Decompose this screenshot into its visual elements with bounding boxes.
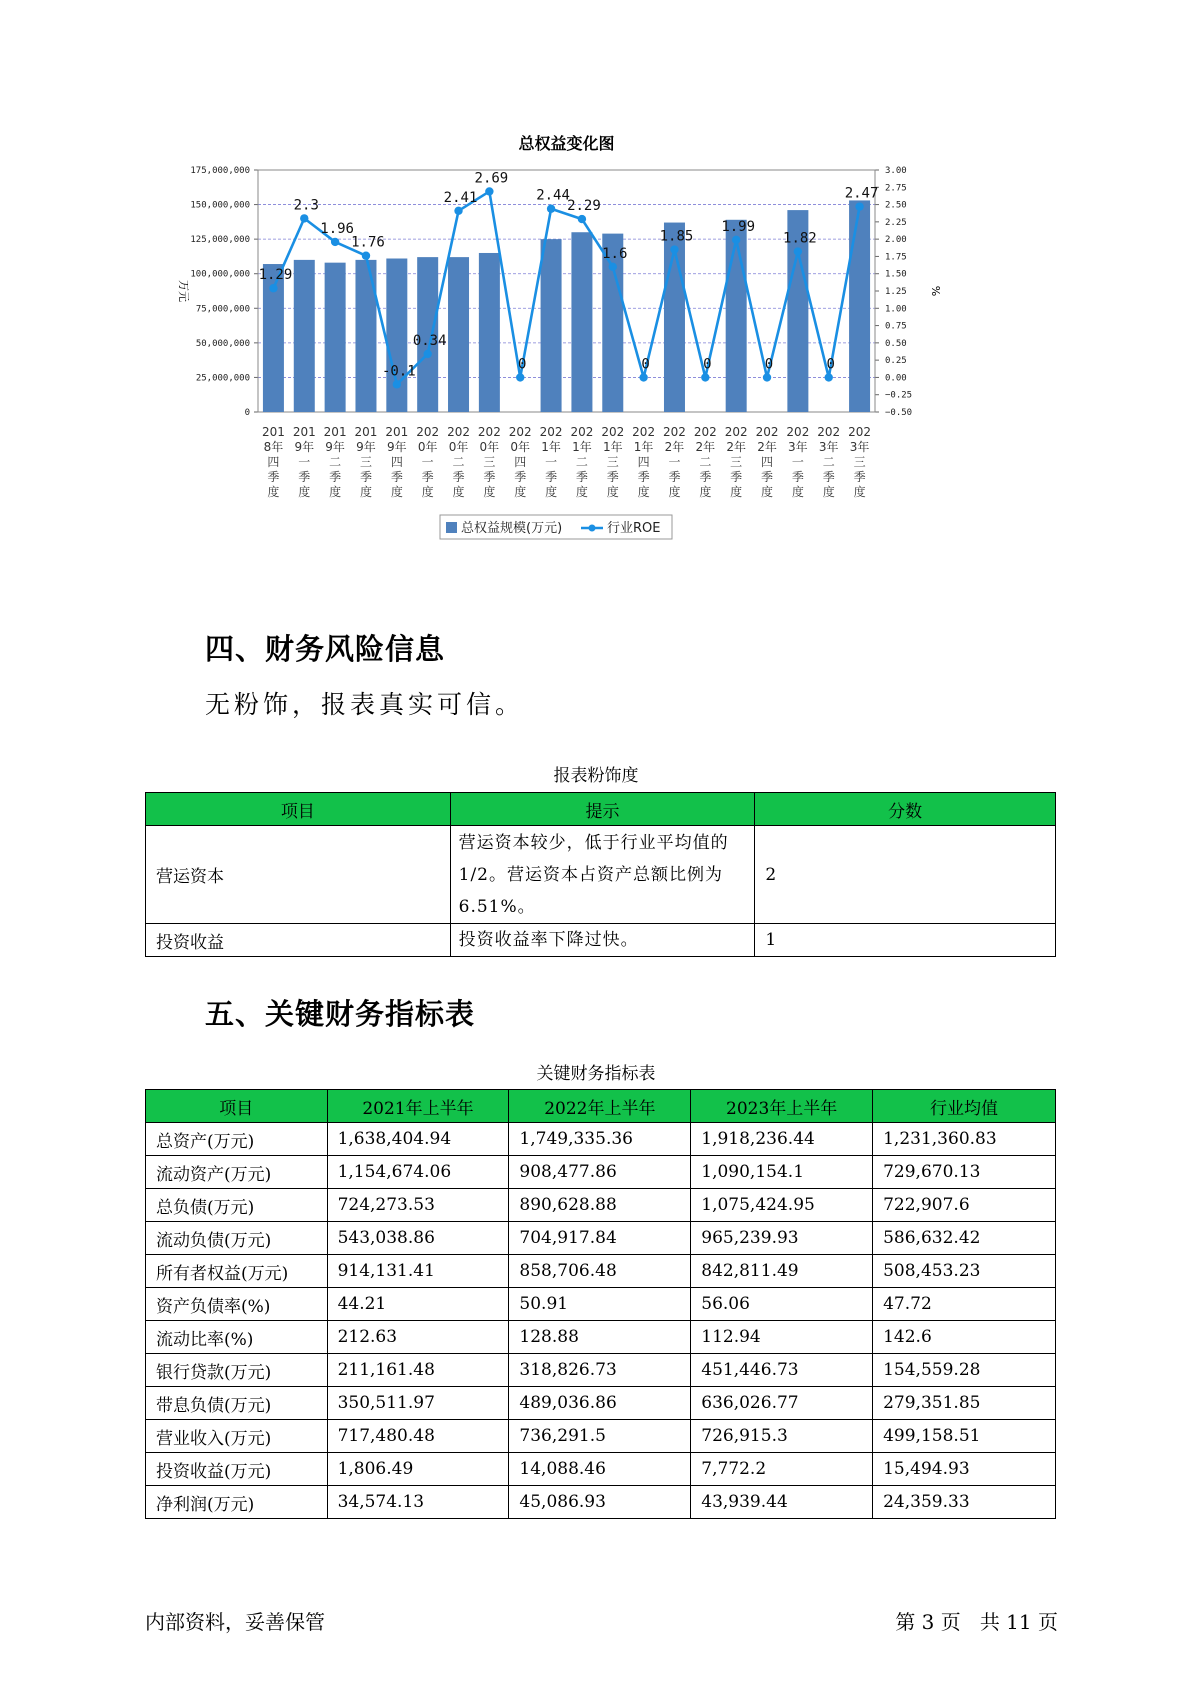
x-tick-label: 202 [755, 425, 779, 439]
table-header-row [146, 793, 1056, 826]
x-tick-label: 201 [323, 425, 347, 439]
table-row [146, 826, 1056, 924]
x-tick-label: 1年 [541, 440, 561, 454]
cell-value: 56.06 [691, 1288, 873, 1321]
roe-point [362, 252, 370, 260]
footer-page-number: 第 3 页 共 11 页 [895, 1610, 1058, 1634]
x-tick-label: 2年 [664, 440, 685, 454]
table-row [146, 1420, 1056, 1453]
cell-value: 586,632.42 [873, 1222, 1056, 1255]
roe-point [609, 263, 617, 271]
header-score: 分数 [755, 793, 1056, 826]
x-tick-label: 季 [668, 470, 681, 484]
table-row [146, 1255, 1056, 1288]
bar [571, 232, 592, 412]
x-tick-label: 四 [761, 455, 774, 469]
x-tick-label: 度 [637, 485, 650, 499]
header-cell: 2022年上半年 [509, 1090, 691, 1123]
table-row [146, 1354, 1056, 1387]
bar [726, 220, 747, 412]
roe-data-label: 0 [703, 356, 712, 373]
cell-tip: 投资收益率下降过快。 [450, 924, 755, 957]
chart-title: 总权益变化图 [518, 135, 615, 153]
cell-value: 1,638,404.94 [327, 1123, 509, 1156]
x-tick-label: 二 [822, 455, 835, 469]
right-tick-label: 0.00 [885, 373, 907, 384]
right-axis-label: % [929, 285, 942, 297]
x-tick-label: 202 [477, 425, 501, 439]
x-tick-label: 度 [390, 485, 403, 499]
roe-point [855, 202, 863, 210]
cell-value: 499,158.51 [873, 1420, 1056, 1453]
x-tick-label: 三 [483, 455, 496, 469]
x-tick-label: 一 [545, 455, 558, 469]
table-row [146, 1321, 1056, 1354]
x-tick-label: 季 [298, 470, 311, 484]
right-tick-label: 2.25 [885, 217, 907, 228]
x-tick-label: 季 [452, 470, 465, 484]
cell-indicator-name: 流动比率(%) [146, 1321, 328, 1354]
x-tick-label: 3年 [788, 440, 808, 454]
bar [849, 200, 870, 412]
cell-indicator-name: 投资收益(万元) [146, 1453, 328, 1486]
x-tick-label: 度 [514, 485, 527, 499]
x-tick-label: 度 [699, 485, 712, 499]
roe-data-label: 0 [826, 356, 835, 373]
risk-table [145, 792, 1056, 957]
roe-data-label: 2.69 [474, 170, 509, 187]
x-tick-label: 201 [385, 425, 409, 439]
cell-value: 842,811.49 [691, 1255, 873, 1288]
roe-point [670, 245, 678, 253]
cell-indicator-name: 流动负债(万元) [146, 1222, 328, 1255]
roe-data-label: 1.82 [783, 230, 817, 247]
cell-value: 908,477.86 [509, 1156, 691, 1189]
cell-value: 1,749,335.36 [509, 1123, 691, 1156]
x-tick-label: 一 [298, 455, 311, 469]
cell-indicator-name: 总负债(万元) [146, 1189, 328, 1222]
left-tick-label: 25,000,000 [195, 373, 250, 384]
roe-data-label: 0 [518, 356, 527, 373]
roe-data-label: 1.6 [602, 245, 628, 262]
right-tick-label: 0.75 [885, 321, 907, 332]
x-tick-label: 季 [359, 470, 372, 484]
roe-data-label: 1.29 [258, 267, 293, 284]
x-tick-label: 202 [724, 425, 748, 439]
x-tick-label: 季 [267, 470, 280, 484]
table-row [146, 1486, 1056, 1519]
cell-value: 724,273.53 [327, 1189, 509, 1222]
cell-value: 34,574.13 [327, 1486, 509, 1519]
x-tick-label: 202 [508, 425, 532, 439]
cell-value: 43,939.44 [691, 1486, 873, 1519]
cell-value: 858,706.48 [509, 1255, 691, 1288]
x-tick-label: 度 [575, 485, 588, 499]
x-tick-label: 2年 [757, 440, 777, 454]
left-tick-label: 75,000,000 [195, 304, 250, 315]
x-tick-label: 1年 [602, 440, 623, 454]
roe-point [763, 373, 771, 381]
legend-line-marker [589, 525, 596, 532]
bar [325, 263, 346, 412]
cell-value: 722,907.6 [873, 1189, 1056, 1222]
x-tick-label: 0年 [479, 440, 500, 454]
x-tick-label: 9年 [294, 440, 315, 454]
x-tick-label: 季 [390, 470, 403, 484]
roe-data-label: 0 [764, 356, 774, 373]
cell-value: 44.21 [327, 1288, 509, 1321]
roe-data-label: 2.29 [567, 198, 601, 215]
header-tip: 提示 [450, 793, 755, 826]
roe-point [547, 205, 555, 213]
roe-point [423, 350, 431, 358]
x-tick-label: 三 [606, 455, 619, 469]
roe-point [300, 214, 308, 222]
x-tick-label: 202 [601, 425, 625, 439]
cell-value: 279,351.85 [873, 1387, 1056, 1420]
x-tick-label: 三 [853, 455, 866, 469]
cell-value: 489,036.86 [509, 1387, 691, 1420]
table-row [146, 1288, 1056, 1321]
header-cell: 行业均值 [873, 1090, 1056, 1123]
x-tick-label: 季 [822, 470, 835, 484]
cell-value: 211,161.48 [327, 1354, 509, 1387]
kpi-table-body [146, 1123, 1056, 1519]
table-row [146, 924, 1056, 957]
x-tick-label: 二 [699, 455, 712, 469]
cell-value: 1,154,674.06 [327, 1156, 509, 1189]
legend-bar-swatch [446, 522, 457, 533]
cell-indicator-name: 净利润(万元) [146, 1486, 328, 1519]
cell-item: 投资收益 [146, 924, 451, 957]
cell-indicator-name: 营业收入(万元) [146, 1420, 328, 1453]
right-tick-label: −0.50 [885, 408, 913, 418]
left-tick-label: 175,000,000 [190, 166, 250, 176]
x-tick-label: 三 [730, 455, 743, 469]
right-tick-label: 2.00 [885, 235, 907, 246]
roe-data-label: 0.34 [412, 332, 447, 349]
x-tick-label: 度 [421, 485, 434, 499]
x-tick-label: 201 [354, 425, 378, 439]
cell-value: 890,628.88 [509, 1189, 691, 1222]
right-tick-label: 2.50 [885, 200, 907, 211]
cell-value: 636,026.77 [691, 1387, 873, 1420]
left-tick-label: 0 [244, 408, 250, 418]
roe-data-label: 2.47 [844, 185, 879, 202]
cell-value: 736,291.5 [509, 1420, 691, 1453]
kpi-table [145, 1089, 1056, 1519]
cell-value: 47.72 [873, 1288, 1056, 1321]
section-heading-financial-risk: 四、财务风险信息 [205, 632, 446, 666]
cell-value: 212.63 [327, 1321, 509, 1354]
x-tick-label: 季 [637, 470, 650, 484]
x-tick-label: 四 [267, 455, 280, 469]
bar [386, 259, 407, 412]
roe-point [825, 373, 833, 381]
equity-chart [170, 135, 1020, 590]
cell-value: 142.6 [873, 1321, 1056, 1354]
roe-data-label: 2.3 [293, 197, 319, 214]
x-tick-label: 202 [848, 425, 872, 439]
roe-data-label: 2.41 [443, 189, 478, 206]
legend-line-label: 行业ROE [607, 521, 661, 536]
x-tick-label: 季 [853, 470, 866, 484]
cell-value: 14,088.46 [509, 1453, 691, 1486]
cell-value: 154,559.28 [873, 1354, 1056, 1387]
x-tick-label: 202 [693, 425, 717, 439]
x-tick-label: 季 [761, 470, 774, 484]
right-tick-label: 1.25 [885, 287, 907, 297]
x-tick-label: 202 [817, 425, 841, 439]
x-tick-label: 度 [761, 485, 774, 499]
cell-value: 1,090,154.1 [691, 1156, 873, 1189]
bar [479, 253, 500, 412]
roe-point [639, 373, 647, 381]
x-tick-label: 度 [359, 485, 372, 499]
table-row [146, 1453, 1056, 1486]
cell-score: 1 [755, 924, 1056, 957]
x-tick-label: 0年 [510, 440, 531, 454]
x-tick-label: 四 [637, 455, 650, 469]
left-tick-label: 50,000,000 [195, 338, 250, 349]
x-tick-label: 度 [483, 485, 496, 499]
left-tick-label: 100,000,000 [190, 269, 250, 280]
cell-tip: 营运资本较少，低于行业平均值的1/2。营运资本占资产总额比例为6.51%。 [450, 826, 755, 924]
cell-indicator-name: 所有者权益(万元) [146, 1255, 328, 1288]
cell-value: 128.88 [509, 1321, 691, 1354]
right-tick-label: 2.75 [885, 183, 907, 194]
left-axis-label: 万元 [177, 280, 190, 302]
legend-bar-label: 总权益规模(万元) [461, 521, 563, 536]
x-tick-label: 一 [421, 455, 434, 469]
x-tick-label: 度 [329, 485, 342, 499]
roe-data-label: 0 [641, 356, 650, 373]
x-tick-label: 8年 [263, 440, 284, 454]
cell-indicator-name: 流动资产(万元) [146, 1156, 328, 1189]
roe-point [732, 236, 740, 244]
footer-confidential-note: 内部资料，妥善保管 [145, 1610, 325, 1634]
roe-point [578, 215, 586, 223]
x-tick-label: 季 [575, 470, 588, 484]
kpi-table-caption: 关键财务指标表 [536, 1064, 656, 1084]
header-cell: 2023年上半年 [691, 1090, 873, 1123]
cell-value: 451,446.73 [691, 1354, 873, 1387]
x-tick-label: 201 [261, 425, 285, 439]
right-tick-label: 1.75 [885, 252, 907, 263]
cell-value: 543,038.86 [327, 1222, 509, 1255]
roe-data-label: 2.44 [536, 187, 570, 204]
x-tick-label: 202 [447, 425, 470, 439]
right-tick-label: 1.00 [885, 304, 907, 315]
x-tick-label: 1年 [572, 440, 592, 454]
x-tick-label: 9年 [387, 440, 407, 454]
cell-value: 50.91 [509, 1288, 691, 1321]
x-tick-label: 9年 [325, 440, 345, 454]
x-tick-label: 201 [292, 425, 316, 439]
roe-data-label: 1.96 [320, 220, 354, 237]
x-tick-label: 二 [452, 455, 465, 469]
x-tick-label: 季 [730, 470, 743, 484]
cell-value: 1,075,424.95 [691, 1189, 873, 1222]
x-tick-label: 202 [416, 425, 440, 439]
cell-value: 717,480.48 [327, 1420, 509, 1453]
bar [448, 257, 469, 412]
left-tick-label: 150,000,000 [190, 200, 250, 211]
x-tick-label: 季 [329, 470, 342, 484]
roe-data-label: 1.76 [351, 234, 385, 251]
cell-value: 704,917.84 [509, 1222, 691, 1255]
cell-value: 1,231,360.83 [873, 1123, 1056, 1156]
risk-conclusion-text: 无粉饰，报表真实可信。 [205, 690, 525, 719]
x-tick-label: 0年 [448, 440, 469, 454]
x-tick-label: 202 [663, 425, 686, 439]
x-tick-label: 二 [329, 455, 342, 469]
x-tick-label: 季 [545, 470, 558, 484]
cell-value: 350,511.97 [327, 1387, 509, 1420]
roe-data-label: 1.85 [659, 228, 694, 245]
table-row [146, 1123, 1056, 1156]
x-tick-label: 度 [298, 485, 311, 499]
cell-value: 508,453.23 [873, 1255, 1056, 1288]
header-cell: 项目 [146, 1090, 328, 1123]
x-tick-label: 三 [359, 455, 372, 469]
x-tick-label: 季 [421, 470, 434, 484]
risk-table-caption: 报表粉饰度 [553, 766, 639, 786]
roe-point [269, 284, 277, 292]
roe-data-label: -0.1 [381, 363, 416, 380]
cell-value: 1,918,236.44 [691, 1123, 873, 1156]
table-header-row [146, 1090, 1056, 1123]
table-row [146, 1156, 1056, 1189]
right-tick-label: −0.25 [885, 390, 913, 401]
x-tick-label: 季 [699, 470, 712, 484]
x-tick-label: 度 [730, 485, 743, 499]
cell-value: 7,772.2 [691, 1453, 873, 1486]
cell-value: 729,670.13 [873, 1156, 1056, 1189]
x-tick-label: 季 [606, 470, 619, 484]
roe-point [794, 247, 802, 255]
roe-point [516, 373, 524, 381]
x-tick-label: 3年 [818, 440, 839, 454]
table-row [146, 1387, 1056, 1420]
header-item: 项目 [146, 793, 451, 826]
table-row [146, 1189, 1056, 1222]
right-tick-label: 0.25 [885, 356, 907, 367]
equity-chart-svg [170, 135, 1020, 590]
header-cell: 2021年上半年 [327, 1090, 509, 1123]
cell-score: 2 [755, 826, 1056, 924]
cell-value: 965,239.93 [691, 1222, 873, 1255]
x-tick-label: 度 [822, 485, 835, 499]
x-tick-label: 度 [606, 485, 619, 499]
cell-item: 营运资本 [146, 826, 451, 924]
cell-indicator-name: 总资产(万元) [146, 1123, 328, 1156]
right-tick-label: 3.00 [885, 166, 907, 176]
cell-indicator-name: 带息负债(万元) [146, 1387, 328, 1420]
x-tick-label: 度 [545, 485, 558, 499]
x-tick-label: 3年 [849, 440, 870, 454]
x-tick-label: 2年 [695, 440, 716, 454]
roe-data-label: 1.99 [721, 218, 756, 235]
cell-value: 318,826.73 [509, 1354, 691, 1387]
x-tick-label: 2年 [726, 440, 746, 454]
cell-value: 112.94 [691, 1321, 873, 1354]
x-tick-label: 度 [853, 485, 866, 499]
section-heading-key-indicators: 五、关键财务指标表 [205, 997, 476, 1031]
bar [541, 239, 562, 412]
x-tick-label: 一 [668, 455, 681, 469]
roe-point [485, 187, 493, 195]
roe-point [393, 380, 401, 388]
table-row [146, 1222, 1056, 1255]
x-tick-label: 二 [575, 455, 588, 469]
x-tick-label: 一 [791, 455, 804, 469]
x-tick-label: 9年 [356, 440, 376, 454]
bar [294, 260, 315, 412]
x-tick-label: 202 [539, 425, 563, 439]
x-tick-label: 度 [668, 485, 681, 499]
x-tick-label: 度 [452, 485, 465, 499]
x-tick-label: 202 [786, 425, 810, 439]
cell-value: 45,086.93 [509, 1486, 691, 1519]
roe-point [701, 373, 709, 381]
cell-indicator-name: 资产负债率(%) [146, 1288, 328, 1321]
x-tick-label: 0年 [417, 440, 438, 454]
right-tick-label: 0.50 [885, 338, 907, 349]
x-tick-label: 202 [570, 425, 594, 439]
x-tick-label: 季 [483, 470, 496, 484]
cell-value: 914,131.41 [327, 1255, 509, 1288]
cell-value: 726,915.3 [691, 1420, 873, 1453]
x-tick-label: 度 [267, 485, 280, 499]
roe-point [454, 207, 462, 215]
cell-value: 24,359.33 [873, 1486, 1056, 1519]
cell-value: 15,494.93 [873, 1453, 1056, 1486]
roe-point [331, 238, 339, 246]
x-tick-label: 季 [791, 470, 804, 484]
cell-indicator-name: 银行贷款(万元) [146, 1354, 328, 1387]
x-tick-label: 202 [632, 425, 656, 439]
x-tick-label: 四 [514, 455, 527, 469]
x-tick-label: 1年 [633, 440, 654, 454]
left-tick-label: 125,000,000 [190, 235, 250, 246]
cell-value: 1,806.49 [327, 1453, 509, 1486]
right-tick-label: 1.50 [885, 269, 907, 280]
x-tick-label: 四 [390, 455, 403, 469]
x-tick-label: 季 [514, 470, 527, 484]
x-tick-label: 度 [791, 485, 804, 499]
